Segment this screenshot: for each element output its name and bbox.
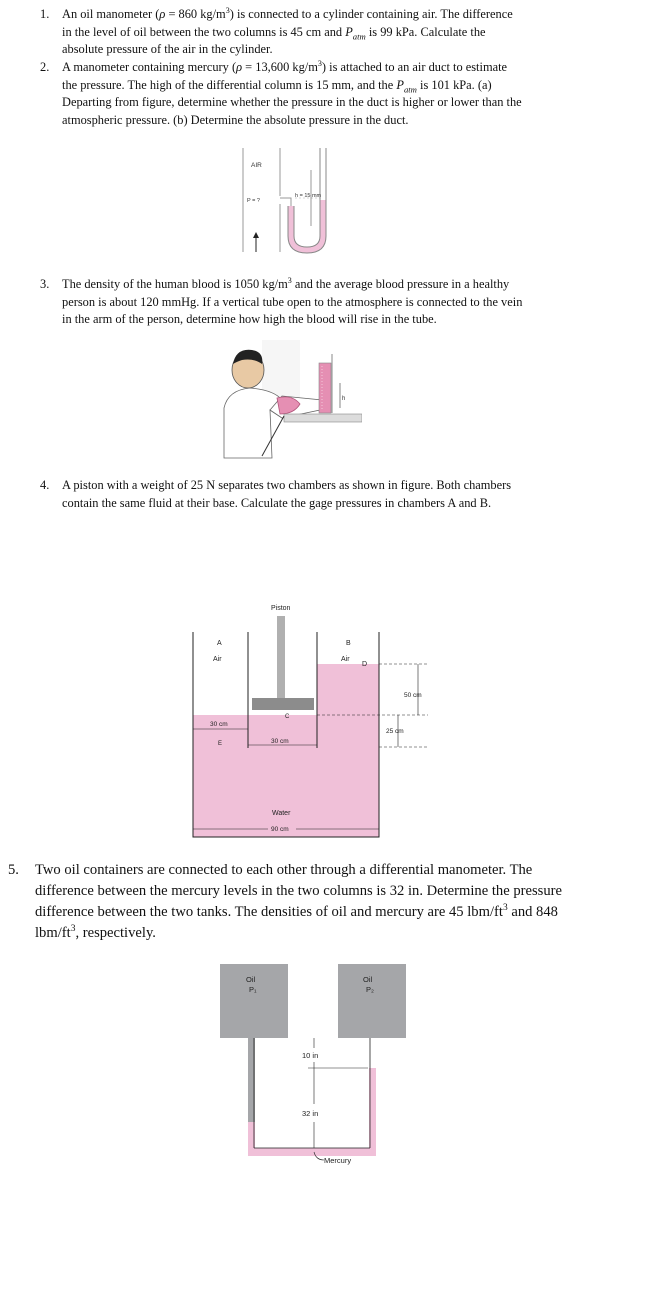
figure-differential-manometer <box>218 962 418 1192</box>
dim-10-label: 10 in <box>302 1051 319 1060</box>
flow-arrow-head <box>253 232 259 238</box>
problem-number: 2. <box>40 60 50 74</box>
problem-1 <box>40 5 552 59</box>
figure-piston-chambers <box>186 598 436 843</box>
dim-32-label: 32 in <box>302 1109 319 1118</box>
text-line: Two oil containers are connected to each other through a differential manometer. The <box>35 862 533 878</box>
problem-number: 4. <box>40 478 50 492</box>
dim-a-width-label: 30 cm <box>210 721 228 728</box>
text-line: A manometer containing mercury (ρ = 13,600 $kg/m^3$) is attached to an air duct to estimate <box>62 58 508 74</box>
piston-label: Piston <box>271 605 291 612</box>
chamber-a-label: A <box>217 640 222 647</box>
text-line: in the arm of the person, determine how high the blood will rise in the tube. <box>62 312 437 327</box>
dim-50-label: 50 cm <box>404 692 422 699</box>
tap-pipe <box>280 198 291 206</box>
problem-text <box>35 860 637 944</box>
chamber-b-label: B <box>346 640 351 647</box>
chamber-b-air: Air <box>341 656 350 663</box>
text-line: the pressure. The high of the differential column is 15 mm, and the $P_{atm}$ is 101 kPa. (a) <box>62 77 492 95</box>
table <box>284 414 362 422</box>
dim-mid-width-label: 30 cm <box>271 738 289 745</box>
problem-3 <box>40 275 552 329</box>
p1-label: P₁ <box>249 985 257 994</box>
problem-text <box>62 59 552 129</box>
point-e-label: E <box>218 741 223 747</box>
dim-90-label: 90 cm <box>271 826 289 833</box>
problem-number: 1. <box>40 7 50 21</box>
water-base <box>193 715 379 837</box>
problem-5 <box>8 860 637 944</box>
text-line: absolute pressure of the air in the cylinder. <box>62 42 273 57</box>
chamber-a-air: Air <box>213 656 222 663</box>
piston-plate <box>252 698 314 710</box>
text-line: lbm/$ft^3$, respectively. <box>35 924 156 941</box>
air-label: AIR <box>251 162 262 169</box>
text-line: A piston with a weight of 25 N separates two chambers as shown in figure. Both chambers <box>62 478 512 492</box>
p2-label: P₂ <box>366 985 374 994</box>
text-line: atmospheric pressure. (b) Determine the absolute pressure in the duct. <box>62 112 409 127</box>
point-d-label: D <box>362 661 368 668</box>
blood-column <box>319 363 331 413</box>
figure-blood-pressure <box>222 338 362 463</box>
pressure-label: P = ? <box>247 198 260 204</box>
problem-text <box>62 276 552 329</box>
text-line: contain the same fluid at their base. Calculate the gage pressures in chambers A and B. <box>62 495 492 510</box>
water-label: Water <box>272 810 291 817</box>
text-line: An oil manometer (ρ = 860 $kg/m^3$) is connected to a cylinder containing air. The difference <box>62 5 513 21</box>
text-line: difference between the two tanks. The densities of oil and mercury are 45 lbm/$ft^3$ and 848 <box>35 903 558 920</box>
problem-number: 5. <box>8 862 19 878</box>
text-line: The density of the human blood is 1050 $kg/m^3$ and the average blood pressure in a healthy <box>62 275 510 291</box>
figure-manometer <box>215 140 365 260</box>
problem-text <box>62 6 552 59</box>
mercury-label: Mercury <box>324 1156 352 1165</box>
text-line: person is about 120 mmHg. If a vertical tube open to the atmosphere is connected to the vein <box>62 294 523 309</box>
text-line: Departing from figure, determine whether the pressure in the duct is higher or lower than the <box>62 95 522 110</box>
dim-25-label: 25 cm <box>386 728 404 735</box>
problem-text <box>62 477 552 512</box>
piston-rod <box>277 616 285 698</box>
oil-2-label: Oil <box>363 975 373 984</box>
problem-number: 3. <box>40 277 50 291</box>
h-label: h <box>342 396 346 402</box>
text-line: difference between the mercury levels in the two columns is 32 in. Determine the pressure <box>35 883 562 899</box>
problem-4 <box>40 477 552 512</box>
h-label: h = 15 mm <box>295 193 322 199</box>
point-c-label: C <box>285 714 290 720</box>
oil-1-label: Oil <box>246 975 256 984</box>
problem-2 <box>40 58 552 129</box>
text-line: in the level of oil between the two columns is 45 cm and $P_{atm}$ is 99 kPa. Calculate the <box>62 24 486 42</box>
chamber-b-water <box>317 664 379 716</box>
